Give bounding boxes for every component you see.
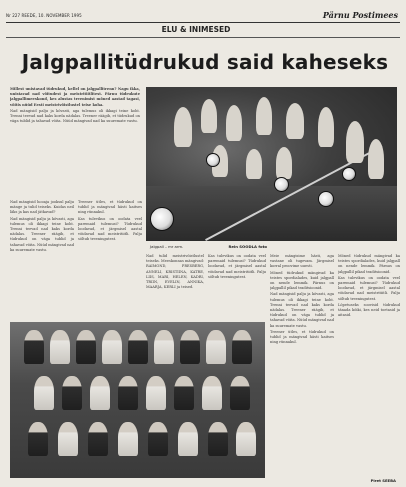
author-signature: Piret SEEBA [370, 478, 396, 483]
col3-text: Kas tulevikus on oodata veel paremaid tulemusi? Tüdrukud loodavad, et järgmisel aastal võidavad nad meistritiitli. Palju sõltub treeningutest. [208, 254, 266, 279]
photo-figure [236, 422, 256, 456]
intro-column [10, 87, 140, 197]
photo-figure [88, 422, 108, 456]
photo-figure [256, 97, 272, 135]
photo-figure [128, 330, 148, 364]
football-icon [342, 167, 356, 181]
photo-row-front [10, 422, 265, 462]
masthead-logo: Pärnu Postimees [322, 10, 398, 20]
column-6 [338, 254, 400, 478]
col3b-text: Meie mängisime hästi, aga vastane oli tugevam. Järgmisel korral proovime uuesti. [270, 254, 334, 269]
photo-figure [154, 330, 174, 364]
photo-figure [286, 103, 304, 139]
photo-figure [276, 147, 292, 179]
photo-figure [230, 376, 250, 410]
column-2 [78, 200, 142, 318]
photo-figure [226, 105, 242, 141]
photo-figure [24, 330, 44, 364]
team-photo-group [10, 322, 265, 478]
photo-figure [76, 330, 96, 364]
col4-text-2: Mõned tüdrukud mängivad ka teistes spordialades, kuid jalgpall on nende lemmik. Pärnus on jalgpallil pikad traditsioonid. [338, 254, 400, 274]
photo-row-back [10, 330, 265, 370]
header-rule [6, 22, 400, 23]
football-icon [274, 177, 289, 192]
photo-figure [174, 376, 194, 410]
photo-figure [118, 376, 138, 410]
photo-figure [146, 376, 166, 410]
photo-figure [232, 330, 252, 364]
photo-figure [90, 376, 110, 410]
photo-figure [118, 422, 138, 456]
photo-figure [206, 330, 226, 364]
photo-figure [201, 99, 217, 133]
photo-figure [34, 376, 54, 410]
col2b-text: Treener ütles, et tüdrukud on tublid ja mängivad hästi kaitses ning rünnakul. [78, 200, 142, 215]
col1-text-2: Nad mängisid palju ja kõvasti, aga tulemus oli ikkagi teine koht. Trenni teevad nad kaks korda nädalas. Treener räägib, et tüdrukud on väga tublid ja tahavad võita. Nüüd mängivad nad ka suuremate vastu. [10, 216, 74, 252]
col3-text-2: Kas tulevikus on oodata veel paremaid tulemusi? Tüdrukud loodavad, et järgmisel aastal võidavad nad meistritiitli. Palju sõltub treeningutest. [338, 275, 400, 301]
photo-figure [318, 107, 334, 147]
headline: Jalgpallitüdrukud said kaheseks [21, 50, 389, 74]
section-rule [6, 37, 400, 38]
col2b-text-2: Treener ütles, et tüdrukud on tublid ja mängivad hästi kaitses ning rünnakul. [270, 329, 334, 345]
photo-figure [202, 376, 222, 410]
col1-text: Nad mängisid palju ja kõvasti, aga tulemus oli ikkagi teine koht. Trenni teevad nad kaks korda nädalas. Treener räägib, et tüdrukud on väga tublid ja tahavad võita. Nüüd mängivad nad ka suuremate vastu. [10, 108, 140, 124]
column-5 [270, 254, 334, 478]
photo-figure [148, 422, 168, 456]
caption-left: Jalgpall – mr arm. [150, 244, 184, 249]
section-title: ELU & INIMESED [161, 25, 231, 34]
column-1 [10, 200, 74, 318]
col1b-text: Nad mängisid hooaja jooksul palju mänge ja tulid teiseks. Kuidas neil läks ja kas nad jätkavad? [10, 200, 74, 215]
photo-figure [62, 376, 82, 410]
football-icon [150, 207, 174, 231]
photo-figure [174, 107, 192, 147]
photo-figure [246, 149, 262, 179]
photo-figure [346, 121, 364, 163]
football-icon [206, 153, 220, 167]
photo-figure [28, 422, 48, 456]
photo-floor [146, 186, 397, 241]
caption-credit: Rein SOODLA foto [228, 244, 267, 249]
col4b-text: Lõpetuseks soovisid tüdrukud tänada kõiki, kes neid toetasid ja aitasid. [338, 302, 400, 318]
photo-caption [148, 243, 399, 251]
photo-row-middle [10, 376, 265, 416]
photo-figure [178, 422, 198, 456]
column-4 [208, 254, 266, 318]
football-icon [318, 191, 334, 207]
column-3 [146, 254, 204, 318]
col2-text: Nad tulid meistrivõistlustel teiseks. Meeskonnas mängivad: RAIMOND, PRESBERG, ANNELI, KRISTIINA, KATRE, LIIS, MARI, HELEN, KADRI, TRIIN, EVELIN, ANNIKA, MAARJA, KERLI ja teised. [146, 254, 204, 290]
photo-figure [102, 330, 122, 364]
intro-text: Millest unistavad tüdrukud, kellel on jalgpallitrenn? Nagu ikka, unistavad nad võitudest ja meistritiitlitest. Pärnu tüdrukute jalgpallimeeskond, kes alustas treenimist mõned aastad tagasi, võitis nüüd Eesti meistrivõistlustel teise koha. [10, 87, 140, 107]
col1-text-3: Nad mängisid palju ja kõvasti, aga tulemus oli ikkagi teine koht. Trenni teevad nad kaks korda nädalas. Treener räägib, et tüdrukud on väga tublid ja tahavad võita. Nüüd mängivad nad ka suuremate vastu. [270, 292, 334, 328]
page-header [4, 10, 402, 20]
photo-figure [50, 330, 70, 364]
team-photo-indoor [146, 87, 397, 241]
photo-figure [208, 422, 228, 456]
col4-text: Mõned tüdrukud mängivad ka teistes spordialades, kuid jalgpall on nende lemmik. Pärnus on jalgpallil pikad traditsioonid. [270, 270, 334, 291]
photo-figure [58, 422, 78, 456]
photo-figure [180, 330, 200, 364]
issue-meta: Nr 227 REEDE, 10. NOVEMBER 1995 [6, 13, 82, 18]
photo-figure [368, 139, 384, 179]
col3-text-a: Kas tulevikus on oodata veel paremaid tulemusi? Tüdrukud loodavad, et järgmisel aastal võidavad nad meistritiitli. Palju sõltub treeningutest. [78, 216, 142, 242]
